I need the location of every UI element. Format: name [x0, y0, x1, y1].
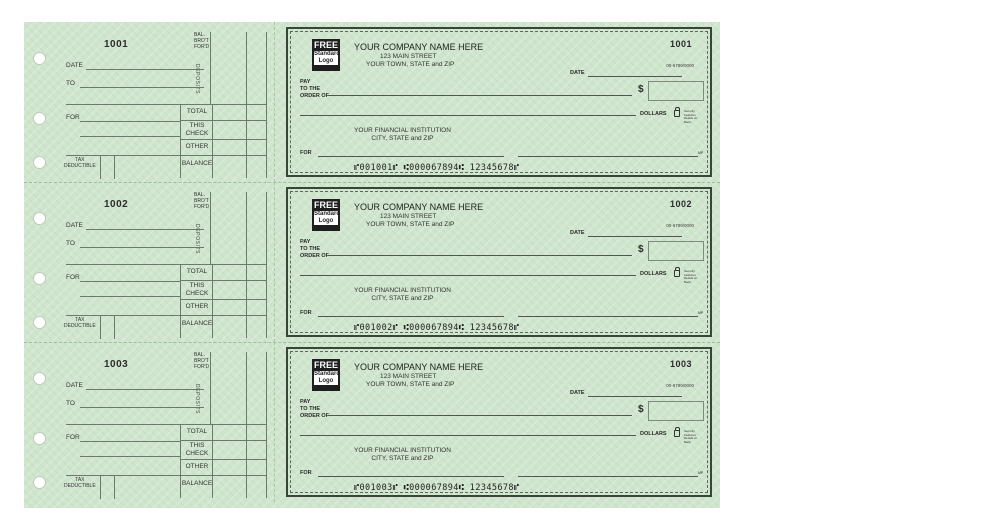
- memo-for-label: FOR: [300, 150, 312, 156]
- total-row-line: [180, 120, 266, 121]
- check-body: [286, 187, 712, 337]
- bal-brot-ford-label: BAL. BRO'T FOR'D: [194, 352, 210, 370]
- check-date-line[interactable]: [588, 76, 682, 77]
- perforation-line: [274, 22, 275, 182]
- binder-hole: [33, 476, 46, 489]
- stub-for-line[interactable]: [80, 456, 180, 457]
- company-street: 123 MAIN STREET: [380, 213, 437, 220]
- company-logo: FREE Standard Logo: [312, 39, 340, 71]
- amount-words-line[interactable]: [300, 115, 636, 116]
- deposits-label: DEPOSITS: [194, 64, 200, 95]
- stub-edge-line: [266, 192, 267, 338]
- stub-for-label: FOR: [66, 114, 80, 121]
- stub-to-line[interactable]: [80, 87, 204, 88]
- binder-hole: [33, 52, 46, 65]
- amount-words-line[interactable]: [300, 275, 636, 276]
- tax-box-divider: [100, 475, 101, 499]
- payee-line[interactable]: [328, 255, 632, 256]
- amount-box[interactable]: [648, 241, 704, 261]
- check-date-label: DATE: [570, 230, 585, 236]
- signature-line[interactable]: [518, 476, 698, 477]
- memo-for-label: FOR: [300, 310, 312, 316]
- tax-box-divider: [114, 475, 115, 499]
- this-check-label: THIS CHECK: [185, 442, 209, 457]
- stub-to-label: TO: [66, 80, 75, 87]
- stub-to-label: TO: [66, 240, 75, 247]
- stub-check-number: 1003: [104, 359, 129, 370]
- stub-date-line[interactable]: [86, 389, 204, 390]
- mp-mark: MP: [698, 311, 704, 315]
- stub-to-line[interactable]: [80, 407, 204, 408]
- tax-box-top: [66, 475, 180, 476]
- stub-for-line[interactable]: [80, 296, 180, 297]
- signature-line[interactable]: [518, 316, 698, 317]
- bank-info: YOUR FINANCIAL INSTITUTION CITY, STATE and ZIP: [354, 127, 451, 142]
- binder-hole: [33, 272, 46, 285]
- company-city: YOUR TOWN, STATE and ZIP: [366, 61, 455, 68]
- perforation-line: [274, 342, 275, 502]
- stub-for-line[interactable]: [80, 441, 180, 442]
- memo-line[interactable]: [318, 156, 504, 157]
- check-stub: [24, 182, 274, 342]
- tax-box-top: [66, 315, 180, 316]
- company-name: YOUR COMPANY NAME HERE: [354, 42, 484, 52]
- tax-box-divider: [100, 315, 101, 339]
- stub-date-label: DATE: [66, 382, 83, 389]
- check-body: [286, 347, 712, 497]
- company-logo: FREE Standard Logo: [312, 359, 340, 391]
- balance-label: BALANCE: [181, 160, 213, 167]
- company-name: YOUR COMPANY NAME HERE: [354, 202, 484, 212]
- payee-line[interactable]: [328, 415, 632, 416]
- routing-fraction: 00-6789/0000: [666, 383, 694, 388]
- security-features-note: Security Features Details on Back.: [684, 429, 698, 444]
- micr-line: ⑈001003⑈ ⑆000067894⑆ 12345678⑈: [354, 483, 520, 493]
- dollar-sign: $: [638, 84, 644, 95]
- memo-line[interactable]: [318, 316, 504, 317]
- pay-to-the-order-of-label: PAY TO THE ORDER OF: [300, 79, 330, 99]
- check-border: [290, 351, 708, 493]
- check-number: 1003: [669, 359, 692, 369]
- tax-box-divider: [114, 315, 115, 339]
- binder-hole: [33, 156, 46, 169]
- stub-divider: [66, 104, 266, 105]
- deposit-column-divider: [210, 192, 211, 264]
- dollar-sign: $: [638, 404, 644, 415]
- security-features-note: Security Features Details on Back.: [684, 269, 698, 284]
- deposit-column-divider: [210, 352, 211, 424]
- check-date-line[interactable]: [588, 396, 682, 397]
- dollars-label: DOLLARS: [640, 271, 667, 277]
- stub-date-line[interactable]: [86, 229, 204, 230]
- perforation-line: [274, 182, 275, 342]
- bal-brot-ford-label: BAL. BRO'T FOR'D: [194, 192, 210, 210]
- balance-label: BALANCE: [181, 480, 213, 487]
- memo-for-label: FOR: [300, 470, 312, 476]
- check-row: [24, 22, 720, 182]
- other-label: OTHER: [185, 143, 209, 150]
- check-row: [24, 342, 720, 502]
- stub-for-label: FOR: [66, 274, 80, 281]
- other-row-line: [180, 155, 266, 156]
- lock-icon: [674, 270, 680, 277]
- check-date-label: DATE: [570, 70, 585, 76]
- stub-edge-line: [246, 192, 247, 338]
- stub-for-line[interactable]: [80, 121, 180, 122]
- amount-box[interactable]: [648, 401, 704, 421]
- deposits-label: DEPOSITS: [194, 384, 200, 415]
- check-stub: [24, 342, 274, 502]
- signature-line[interactable]: [518, 156, 698, 157]
- stub-date-label: DATE: [66, 62, 83, 69]
- mp-mark: MP: [698, 471, 704, 475]
- stub-divider: [66, 424, 266, 425]
- stub-divider: [66, 264, 266, 265]
- total-row-line: [180, 440, 266, 441]
- tax-deductible-label: TAX DEDUCTIBLE: [64, 317, 96, 329]
- stub-to-line[interactable]: [80, 247, 204, 248]
- company-logo: FREE Standard Logo: [312, 199, 340, 231]
- this-check-row-line: [180, 459, 266, 460]
- amount-box[interactable]: [648, 81, 704, 101]
- deposits-label: DEPOSITS: [194, 224, 200, 255]
- lock-icon: [674, 110, 680, 117]
- company-city: YOUR TOWN, STATE and ZIP: [366, 221, 455, 228]
- memo-line[interactable]: [318, 476, 504, 477]
- payee-line[interactable]: [328, 95, 632, 96]
- bank-info: YOUR FINANCIAL INSTITUTION CITY, STATE and ZIP: [354, 447, 451, 462]
- check-stub: [24, 22, 274, 182]
- stub-edge-line: [246, 32, 247, 178]
- bal-brot-ford-label: BAL. BRO'T FOR'D: [194, 32, 210, 50]
- pay-to-the-order-of-label: PAY TO THE ORDER OF: [300, 399, 330, 419]
- company-street: 123 MAIN STREET: [380, 53, 437, 60]
- amount-words-line[interactable]: [300, 435, 636, 436]
- binder-hole: [33, 432, 46, 445]
- micr-line: ⑈001001⑈ ⑆000067894⑆ 12345678⑈: [354, 163, 520, 173]
- routing-fraction: 00-6789/0000: [666, 63, 694, 68]
- binder-hole: [33, 112, 46, 125]
- this-check-row-line: [180, 139, 266, 140]
- stub-check-number: 1001: [104, 39, 129, 50]
- tax-box-top: [66, 155, 180, 156]
- total-label: TOTAL: [186, 268, 208, 275]
- check-number: 1001: [669, 39, 692, 49]
- check-border: [290, 31, 708, 173]
- binder-hole: [33, 212, 46, 225]
- total-row-line: [180, 280, 266, 281]
- tax-deductible-label: TAX DEDUCTIBLE: [64, 477, 96, 489]
- this-check-label: THIS CHECK: [185, 122, 209, 137]
- pay-to-the-order-of-label: PAY TO THE ORDER OF: [300, 239, 330, 259]
- check-number: 1002: [669, 199, 692, 209]
- balance-label: BALANCE: [181, 320, 213, 327]
- stub-date-line[interactable]: [86, 69, 204, 70]
- company-city: YOUR TOWN, STATE and ZIP: [366, 381, 455, 388]
- routing-fraction: 00-6789/0000: [666, 223, 694, 228]
- other-label: OTHER: [185, 463, 209, 470]
- stub-for-label: FOR: [66, 434, 80, 441]
- stub-edge-line: [266, 352, 267, 498]
- security-features-note: Security Features Details on Back.: [684, 109, 698, 124]
- check-date-line[interactable]: [588, 236, 682, 237]
- check-border: [290, 191, 708, 333]
- binder-hole: [33, 316, 46, 329]
- check-date-label: DATE: [570, 390, 585, 396]
- check-body: [286, 27, 712, 177]
- stub-check-number: 1002: [104, 199, 129, 210]
- lock-icon: [674, 430, 680, 437]
- other-row-line: [180, 475, 266, 476]
- stub-for-line[interactable]: [80, 281, 180, 282]
- binder-hole: [33, 372, 46, 385]
- stub-edge-line: [246, 352, 247, 498]
- total-label: TOTAL: [186, 108, 208, 115]
- tax-box-divider: [114, 155, 115, 179]
- stub-date-label: DATE: [66, 222, 83, 229]
- company-street: 123 MAIN STREET: [380, 373, 437, 380]
- mp-mark: MP: [698, 151, 704, 155]
- check-row: [24, 182, 720, 342]
- dollar-sign: $: [638, 244, 644, 255]
- other-label: OTHER: [185, 303, 209, 310]
- total-label: TOTAL: [186, 428, 208, 435]
- bank-info: YOUR FINANCIAL INSTITUTION CITY, STATE and ZIP: [354, 287, 451, 302]
- this-check-row-line: [180, 299, 266, 300]
- dollars-label: DOLLARS: [640, 431, 667, 437]
- stub-edge-line: [266, 32, 267, 178]
- dollars-label: DOLLARS: [640, 111, 667, 117]
- this-check-label: THIS CHECK: [185, 282, 209, 297]
- stub-to-label: TO: [66, 400, 75, 407]
- micr-line: ⑈001002⑈ ⑆000067894⑆ 12345678⑈: [354, 323, 520, 333]
- stub-for-line[interactable]: [80, 136, 180, 137]
- company-name: YOUR COMPANY NAME HERE: [354, 362, 484, 372]
- tax-deductible-label: TAX DEDUCTIBLE: [64, 157, 96, 169]
- tax-box-divider: [100, 155, 101, 179]
- other-row-line: [180, 315, 266, 316]
- deposit-column-divider: [210, 32, 211, 104]
